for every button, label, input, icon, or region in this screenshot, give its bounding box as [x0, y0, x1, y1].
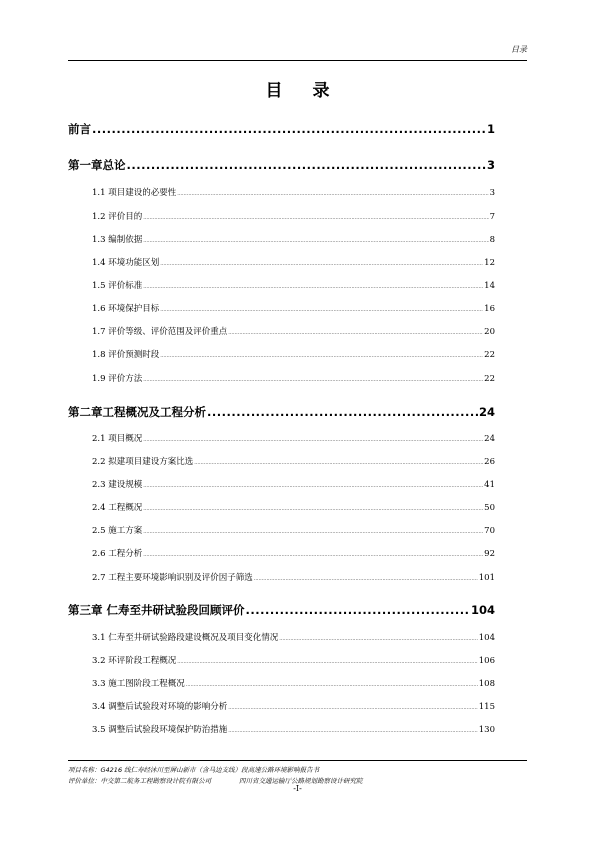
toc-entry-label: 1.1 项目建设的必要性 [92, 188, 177, 198]
toc-entry-label: 第二章工程概况及工程分析 [68, 405, 206, 419]
toc-entry-page: 24 [478, 405, 495, 419]
toc-dot-leader [143, 238, 488, 244]
toc-entry-label: 1.2 评价目的 [92, 212, 143, 222]
toc-entry-page: 12 [484, 258, 495, 268]
toc-dot-leader [143, 529, 483, 535]
page-title: 目 录 [265, 81, 342, 101]
toc-section-entry[interactable] [68, 256, 495, 268]
toc-dot-leader [160, 307, 483, 313]
toc-dot-leader [194, 460, 483, 466]
toc-section-entry[interactable] [68, 455, 495, 467]
toc-section-entry[interactable] [68, 478, 495, 490]
toc-entry-label: 第三章 仁寿至井研试验段回顾评价 [68, 603, 245, 617]
toc-section-entry[interactable] [68, 547, 495, 559]
footer-evaluation-unit-right: 四川省交通运输厅公路规划勘察设计研究院 [239, 777, 363, 785]
toc-entry-page: 26 [484, 457, 495, 467]
toc-entry-page: 22 [484, 350, 495, 360]
toc-entry-label: 2.1 项目概况 [92, 434, 143, 444]
toc-dot-leader [92, 122, 486, 136]
toc-dot-leader [186, 682, 478, 688]
toc-dot-leader [279, 636, 478, 642]
toc-dot-leader [127, 158, 486, 172]
toc-section-entry[interactable] [68, 571, 495, 583]
toc-entry-label: 1.4 环境功能区划 [92, 258, 160, 268]
toc-chapter-entry[interactable] [68, 404, 495, 420]
toc-entry-label: 第一章总论 [68, 158, 126, 172]
toc-dot-leader [160, 353, 483, 359]
toc-entry-label: 2.7 工程主要环境影响识别及评价因子筛选 [92, 573, 253, 583]
toc-entry-label: 1.5 评价标准 [92, 281, 143, 291]
toc-entry-label: 2.6 工程分析 [92, 549, 143, 559]
toc-entry-page: 20 [484, 327, 495, 337]
toc-dot-leader [246, 603, 470, 617]
header-text: 目录 [511, 45, 527, 54]
toc-dot-leader [177, 191, 488, 197]
toc-entry-page: 106 [478, 656, 495, 666]
toc-entry-label: 3.4 调整后试验段对环境的影响分析 [92, 702, 228, 712]
footer-evaluation-unit-left: 评价单位：中交第二航务工程勘察设计院有限公司 [68, 777, 211, 785]
page-number: -I- [293, 784, 302, 793]
toc-chapter-entry[interactable] [68, 121, 495, 137]
toc-entry-label: 1.7 评价等级、评价范围及评价重点 [92, 327, 228, 337]
toc-dot-leader [143, 377, 483, 383]
toc-entry-page: 130 [478, 725, 495, 735]
toc-entry-label: 2.3 建设规模 [92, 480, 143, 490]
toc-dot-leader [143, 552, 483, 558]
toc-entry-label: 3.5 调整后试验段环境保护防治措施 [92, 725, 228, 735]
toc-entry-page: 41 [484, 480, 495, 490]
toc-section-entry[interactable] [68, 631, 495, 643]
toc-section-entry[interactable] [68, 348, 495, 360]
toc-dot-leader [228, 330, 483, 336]
toc-dot-leader [143, 506, 483, 512]
toc-dot-leader [177, 659, 478, 665]
page-header [68, 42, 527, 61]
toc-entry-label: 3.1 仁寿至井研试验路段建设概况及项目变化情况 [92, 633, 279, 643]
toc-section-entry[interactable] [68, 279, 495, 291]
toc-entry-page: 3 [489, 188, 495, 198]
page-footer [68, 760, 527, 785]
toc-dot-leader [143, 215, 488, 221]
toc-entry-page: 101 [478, 573, 495, 583]
toc-entry-label: 1.6 环境保护目标 [92, 304, 160, 314]
toc-entry-page: 104 [478, 633, 495, 643]
toc-dot-leader [207, 405, 478, 419]
toc-entry-page: 3 [486, 158, 495, 172]
toc-entry-page: 14 [484, 281, 495, 291]
toc-chapter-entry[interactable] [68, 157, 495, 173]
toc-entry-page: 108 [478, 679, 495, 689]
toc-section-entry[interactable] [68, 677, 495, 689]
toc-dot-leader [228, 728, 478, 734]
toc-dot-leader [143, 483, 483, 489]
toc-section-entry[interactable] [68, 501, 495, 513]
toc-entry-page: 104 [470, 603, 495, 617]
toc-entry-page: 24 [484, 434, 495, 444]
toc-section-entry[interactable] [68, 186, 495, 198]
toc-section-entry[interactable] [68, 302, 495, 314]
toc-entry-label: 3.3 施工图阶段工程概况 [92, 679, 185, 689]
toc-dot-leader [160, 261, 483, 267]
toc-entry-page: 7 [489, 212, 495, 222]
toc-dot-leader [228, 705, 478, 711]
toc-section-entry[interactable] [68, 233, 495, 245]
toc-section-entry[interactable] [68, 432, 495, 444]
toc-chapter-entry[interactable] [68, 602, 495, 618]
toc-entry-label: 3.2 环评阶段工程概况 [92, 656, 177, 666]
toc-dot-leader [143, 437, 483, 443]
toc-entry-page: 50 [484, 503, 495, 513]
footer-project-name: 项目名称：G4216 线仁寿经沐川至屏山新市（含马边支线）段高速公路环境影响报告书 [68, 766, 320, 774]
toc-dot-leader [143, 284, 483, 290]
toc-entry-page: 115 [478, 702, 495, 712]
toc-entry-label: 2.5 施工方案 [92, 526, 143, 536]
toc-section-entry[interactable] [68, 325, 495, 337]
toc-section-entry[interactable] [68, 723, 495, 735]
toc-entry-page: 1 [486, 122, 495, 136]
toc-section-entry[interactable] [68, 210, 495, 222]
toc-section-entry[interactable] [68, 700, 495, 712]
toc-entry-label: 前言 [68, 122, 91, 136]
toc-entry-page: 8 [489, 235, 495, 245]
toc-entry-label: 2.4 工程概况 [92, 503, 143, 513]
toc-entry-label: 1.9 评价方法 [92, 374, 143, 384]
toc-section-entry[interactable] [68, 654, 495, 666]
toc-entry-label: 2.2 拟建项目建设方案比选 [92, 457, 194, 467]
toc-section-entry[interactable] [68, 524, 495, 536]
toc-dot-leader [254, 576, 478, 582]
toc-entry-page: 70 [484, 526, 495, 536]
toc-entry-page: 92 [484, 549, 495, 559]
toc-section-entry[interactable] [68, 372, 495, 384]
toc-entry-label: 1.8 评价预测时段 [92, 350, 160, 360]
toc-entry-label: 1.3 编制依据 [92, 235, 143, 245]
toc-entry-page: 16 [484, 304, 495, 314]
toc-entry-page: 22 [484, 374, 495, 384]
